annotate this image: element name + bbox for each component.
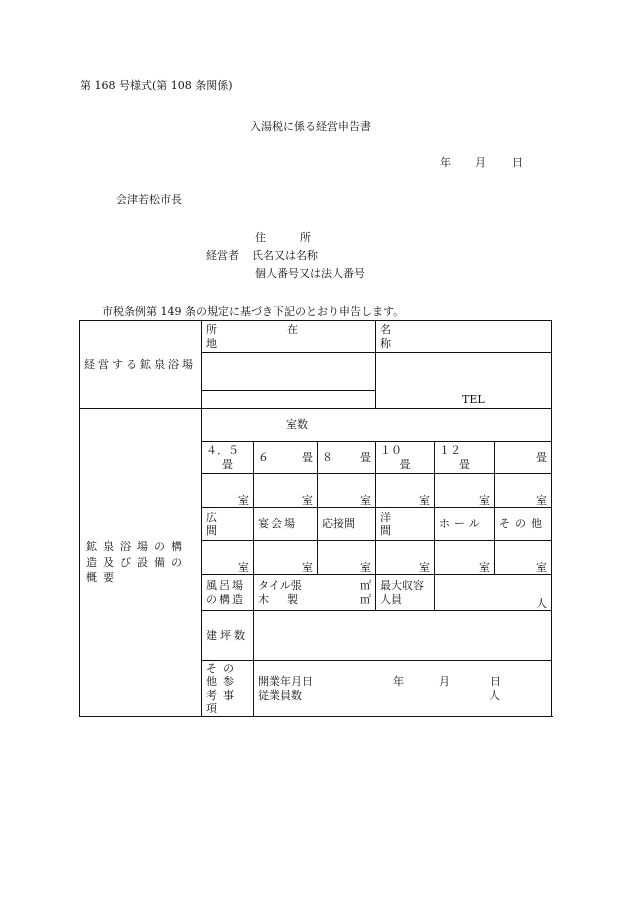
date-month-label: 月 [475, 156, 486, 169]
room-count-cell[interactable] [435, 541, 495, 575]
room-unit: 室 [419, 560, 430, 574]
wood-label: 木製 [258, 592, 316, 606]
room-unit: 室 [238, 493, 249, 507]
declaration-table [79, 320, 552, 717]
tatami-unit: 畳 [302, 450, 313, 464]
rooms-header-cell [202, 409, 552, 442]
other-values[interactable] [254, 661, 552, 717]
opening-day: 日 [490, 675, 501, 689]
bath-structure-label: 風呂場の構造 [206, 579, 245, 606]
tatami-unit: 畳 [536, 450, 548, 464]
rooms-header: 室数 [286, 418, 308, 432]
room-type: その他 [499, 517, 547, 531]
room-type-cell [202, 508, 254, 541]
room-count-cell[interactable] [318, 474, 376, 508]
tatami-unit: 畳 [222, 457, 233, 471]
room-type-cell [318, 508, 376, 541]
room-count-cell[interactable] [376, 541, 435, 575]
room-type: ホール [439, 517, 484, 531]
operator-label: 経営者 [206, 249, 239, 262]
room-unit: 室 [479, 493, 490, 507]
tatami-size-cell [376, 442, 435, 474]
room-count-cell[interactable] [318, 541, 376, 575]
room-type: 応接間 [322, 517, 355, 531]
room-type: 広間 [206, 510, 235, 537]
room-unit: 室 [302, 560, 313, 574]
tatami-size-cell [435, 442, 495, 474]
intro-text: 市税条例第 149 条の規定に基づき下記のとおり申告します。 [102, 305, 405, 318]
tatami-num: ４．５ [206, 444, 239, 458]
date-day-label: 日 [512, 156, 523, 169]
room-unit: 室 [360, 560, 371, 574]
bath-label: 経営する鉱泉浴場 [84, 357, 196, 371]
form-number: 第 168 号様式(第 108 条関係) [80, 79, 233, 92]
location-value[interactable] [202, 353, 376, 391]
tel-label: TEL [462, 392, 485, 406]
other-label-cell [202, 661, 254, 717]
room-type-cell [495, 508, 552, 541]
room-count-cell[interactable] [495, 541, 552, 575]
floor-area-value[interactable] [254, 611, 552, 661]
tatami-unit: 畳 [459, 457, 470, 471]
room-type-cell [435, 508, 495, 541]
opening-month: 月 [439, 675, 450, 689]
room-unit: 室 [479, 560, 490, 574]
tatami-num: １２ [439, 444, 461, 458]
name-label: 氏名又は名称 [252, 249, 318, 262]
location-value-cont[interactable] [202, 391, 376, 409]
room-count-cell[interactable] [254, 541, 318, 575]
document-title: 入湯税に係る経営申告書 [250, 120, 371, 133]
bath-structure-values[interactable] [254, 575, 376, 611]
location-header-cell [202, 321, 376, 353]
room-count-cell[interactable] [495, 474, 552, 508]
tile-label: タイル張 [258, 579, 302, 593]
tatami-size-cell [254, 442, 318, 474]
tatami-unit: 畳 [399, 457, 411, 471]
facility-label-cell [80, 409, 202, 717]
name-header: 名称 [380, 323, 531, 350]
room-count-cell[interactable] [202, 474, 254, 508]
id-number-label: 個人番号又は法人番号 [255, 267, 365, 280]
tatami-size-cell [318, 442, 376, 474]
person-unit: 人 [536, 596, 548, 610]
name-value[interactable] [376, 353, 552, 409]
tatami-num: ８ [322, 450, 333, 464]
opening-date-label: 開業年月日 [258, 675, 313, 689]
date-year-label: 年 [440, 156, 451, 169]
room-unit: 室 [536, 560, 548, 574]
floor-area-label-cell [202, 611, 254, 661]
tatami-unit: 畳 [360, 450, 371, 464]
facility-label: 鉱泉浴場の構造及び設備の概要 [86, 540, 188, 585]
other-label: その他参考事項 [206, 662, 240, 715]
location-header: 所在地 [206, 323, 368, 350]
room-count-cell[interactable] [254, 474, 318, 508]
room-count-cell[interactable] [202, 541, 254, 575]
capacity-label: 最大収容人員 [380, 579, 424, 606]
room-count-cell[interactable] [376, 474, 435, 508]
room-unit: 室 [419, 493, 430, 507]
area-unit: ㎡ [360, 592, 371, 606]
person-unit: 人 [489, 688, 500, 702]
address-label: 住所 [255, 231, 345, 244]
employees-label: 従業員数 [258, 688, 302, 702]
room-unit: 室 [360, 493, 371, 507]
capacity-value[interactable] [435, 575, 552, 611]
room-type: 洋間 [380, 510, 409, 537]
room-unit: 室 [302, 493, 313, 507]
opening-year: 年 [393, 675, 404, 689]
room-unit: 室 [238, 560, 249, 574]
tatami-num: ６ [258, 450, 269, 464]
tatami-size-cell [202, 442, 254, 474]
addressee: 会津若松市長 [116, 193, 182, 206]
name-header-cell [376, 321, 552, 353]
room-type-cell [376, 508, 435, 541]
tatami-size-cell [495, 442, 552, 474]
bath-label-cell [80, 321, 202, 409]
room-count-cell[interactable] [435, 474, 495, 508]
room-type: 宴会場 [258, 517, 297, 531]
capacity-label-cell [376, 575, 435, 611]
area-unit: ㎡ [360, 579, 371, 593]
tatami-num: １０ [380, 444, 402, 458]
room-unit: 室 [536, 493, 548, 507]
room-type-cell [254, 508, 318, 541]
bath-structure-label-cell [202, 575, 254, 611]
floor-area-label: 建坪数 [206, 628, 248, 642]
